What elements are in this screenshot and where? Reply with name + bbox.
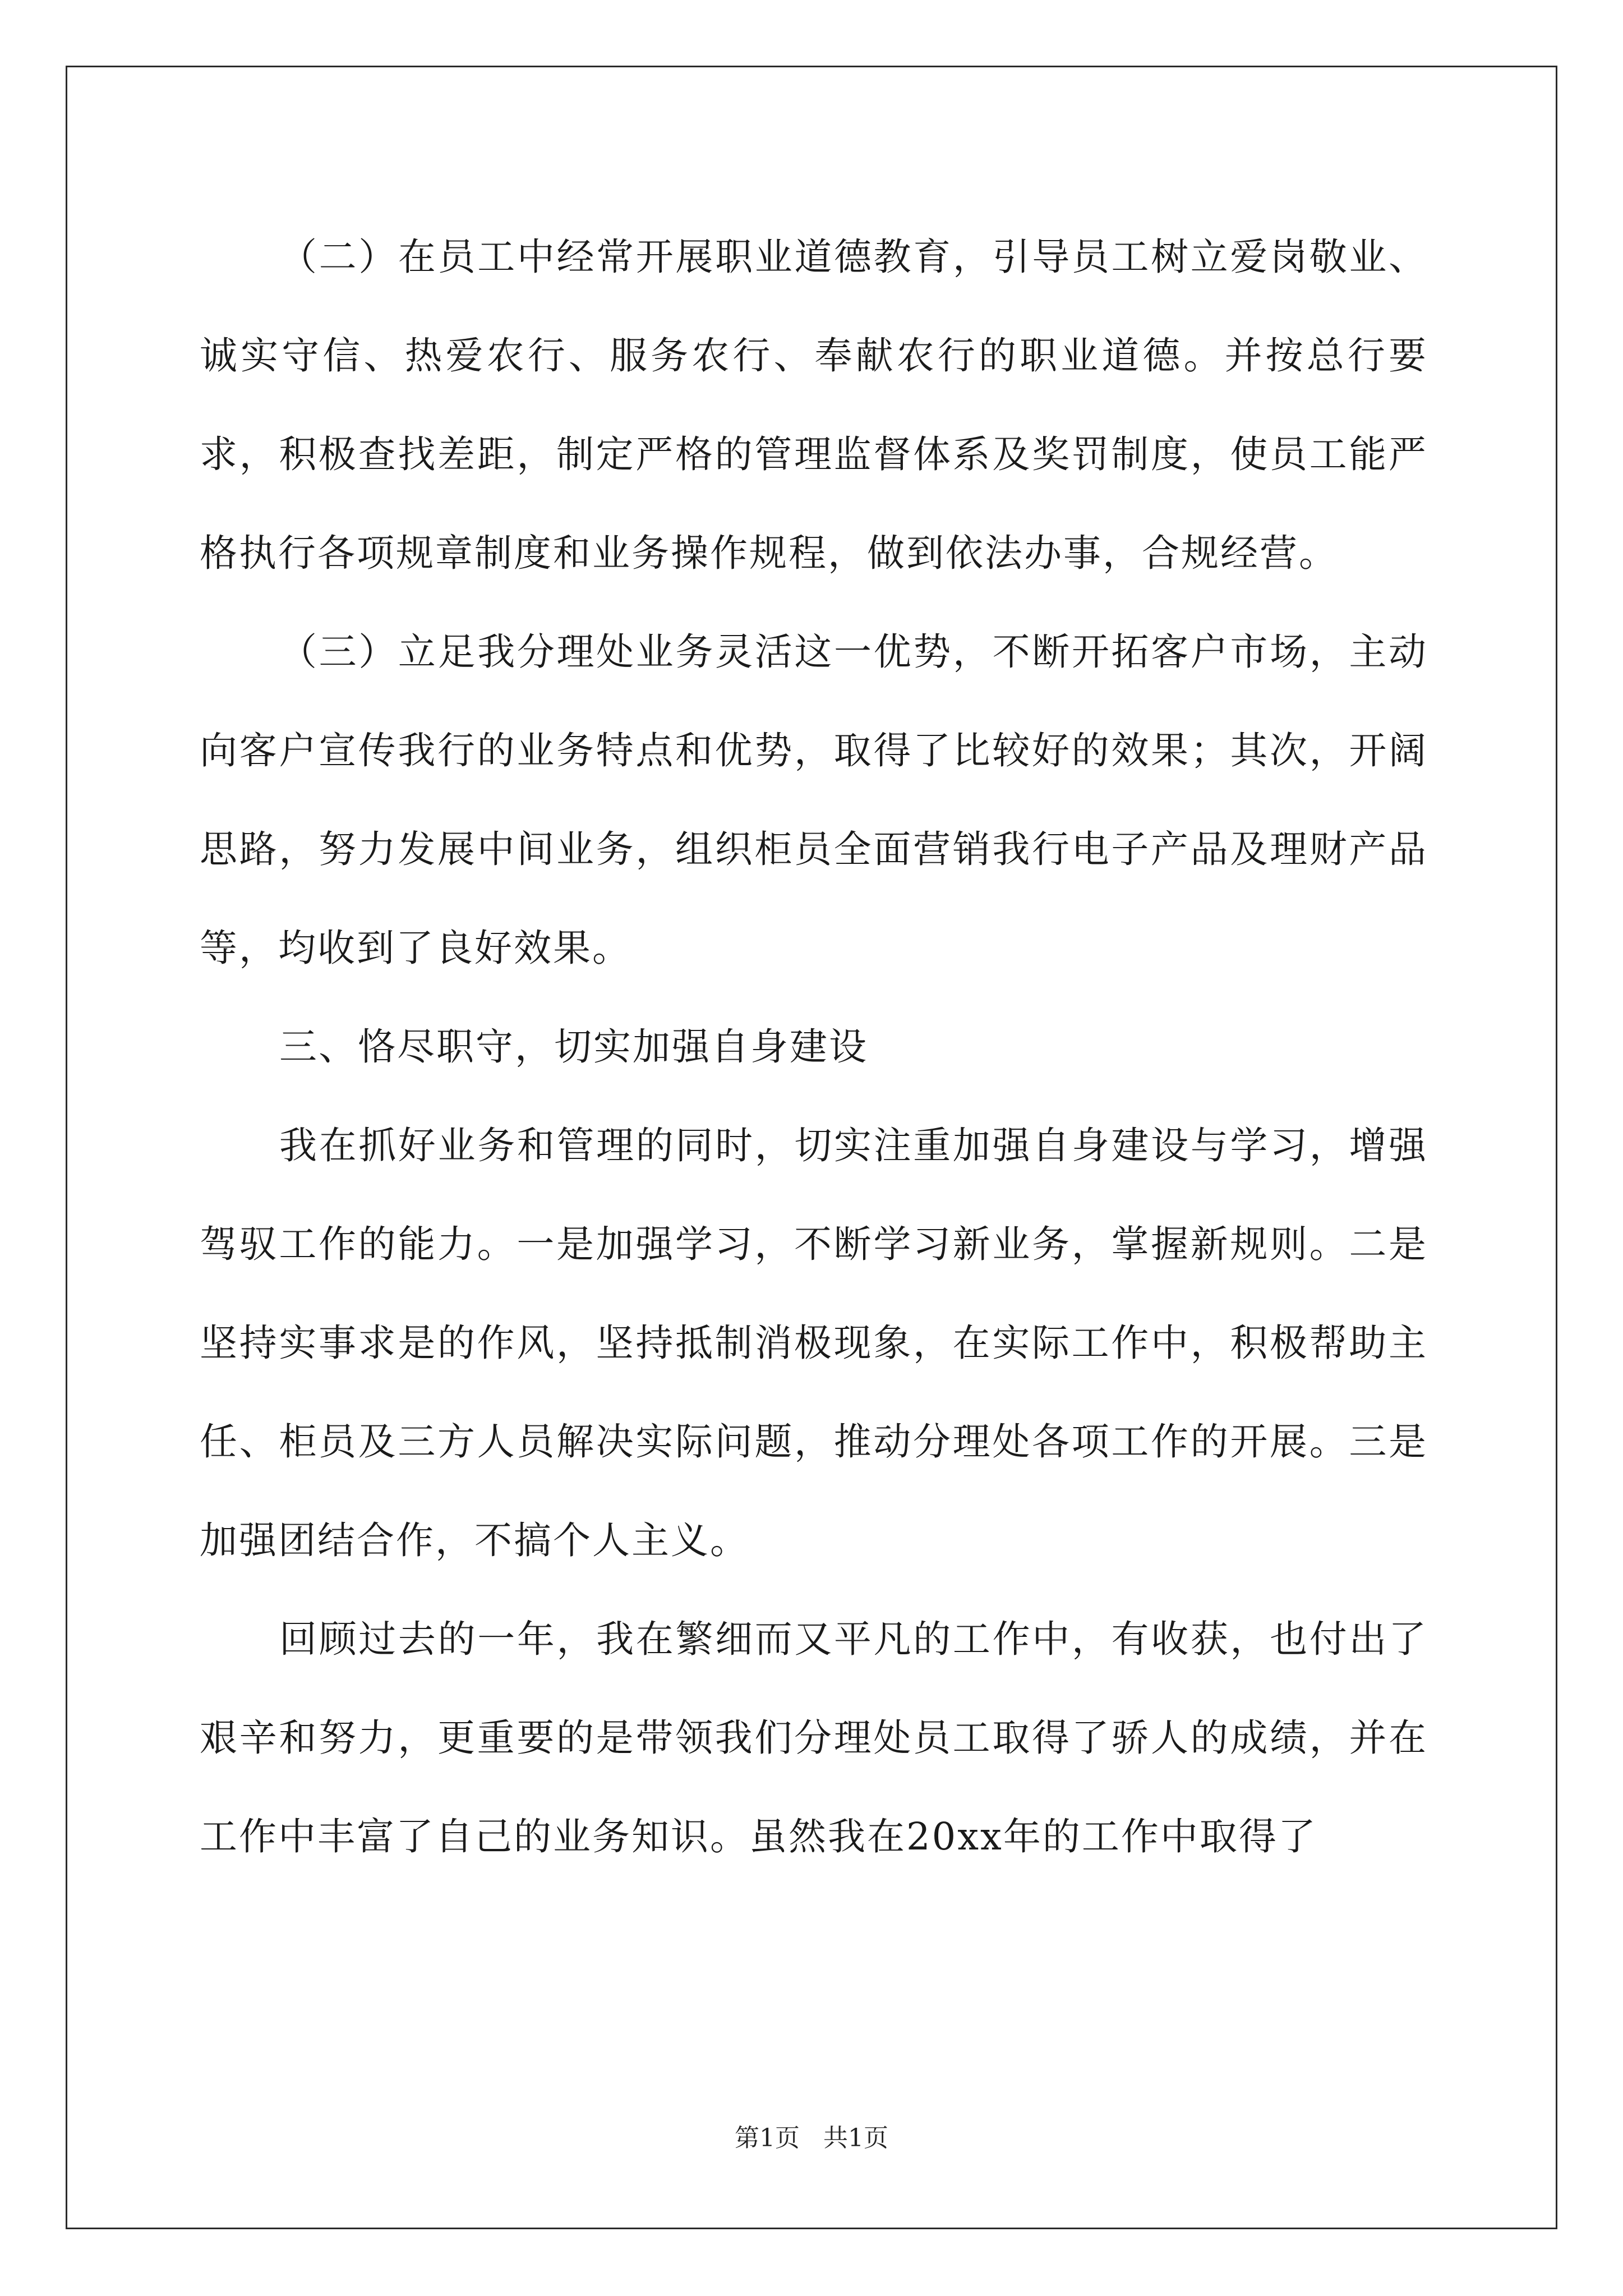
paragraph-self-building: 我在抓好业务和管理的同时，切实注重加强自身建设与学习，增强驾驭工作的能力。一是加强学习，不断学习新业务，掌握新规则。二是坚持实事求是的作风，坚持抵制消极现象，在实际工作中，积极帮助主任、柜员及三方人员解决实际问题，推动分理处各项工作的开展。三是加强团结合作，不搞个人主义。 [200,1124,1428,1562]
paragraph-two-professional-ethics: （二）在员工中经常开展职业道德教育，引导员工树立爱岗敬业、诚实守信、热爱农行、服务农行、奉献农行的职业道德。并按总行要求，积极查找差距，制定严格的管理监督体系及奖罚制度，使员工能严格执行各项规章制度和业务操作规程，做到依法办事，合规经营。 [200,235,1428,575]
document-body [200,208,1428,1886]
page-number-footer: 第1页 共1页 [735,2124,888,2152]
paragraph-year-review: 回顾过去的一年，我在繁细而又平凡的工作中，有收获，也付出了艰辛和努力，更重要的是带领我们分理处员工取得了骄人的成绩，并在工作中丰富了自己的业务知识。虽然我在20xx年的工作中取得了 [200,1617,1428,1858]
section-heading-self-building: 三、恪尽职守，切实加强自身建设 [279,1025,868,1069]
paragraph-three-market-expansion: （三）立足我分理处业务灵活这一优势，不断开拓客户市场，主动向客户宣传我行的业务特点和优势，取得了比较好的效果；其次，开阔思路，努力发展中间业务，组织柜员全面营销我行电子产品及理财产品等，均收到了良好效果。 [200,630,1428,970]
